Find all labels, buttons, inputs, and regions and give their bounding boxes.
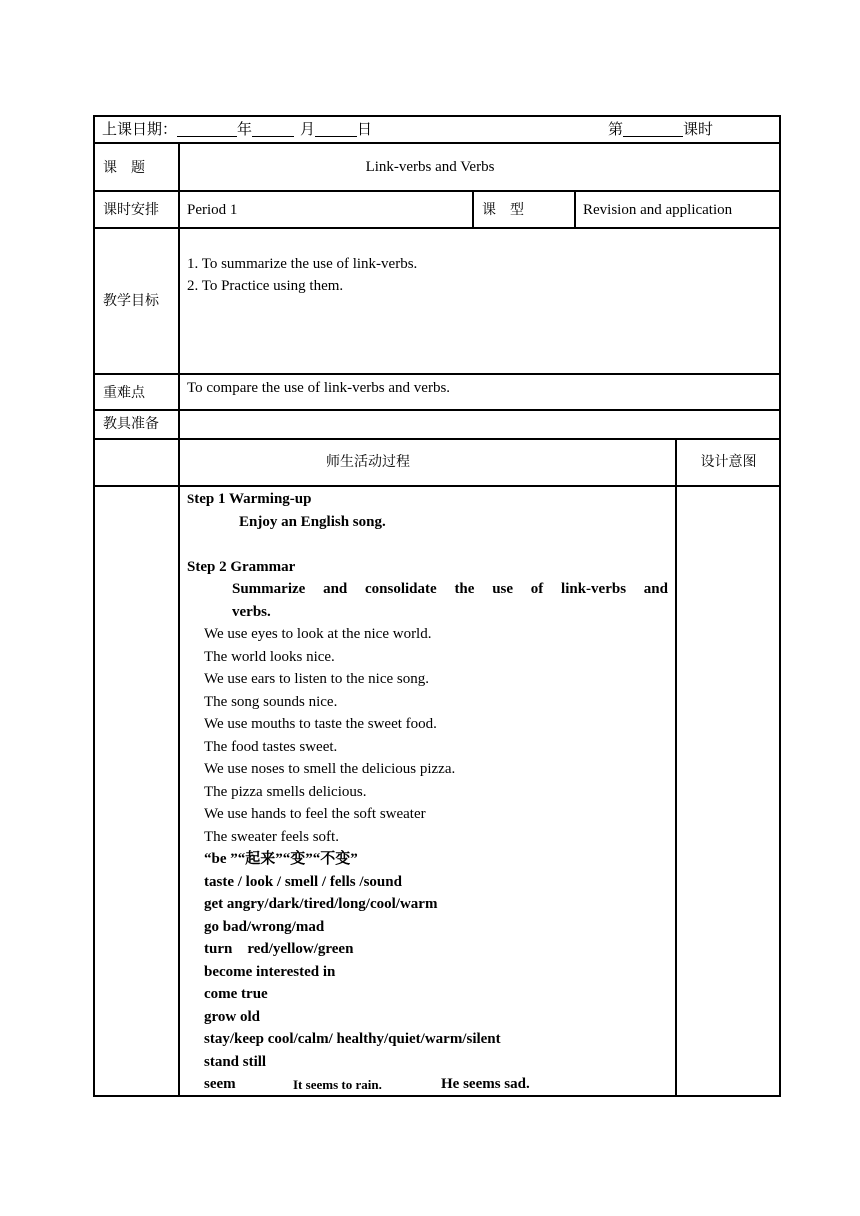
intent-header: 设计意图 [700, 454, 757, 470]
row-divider [93, 409, 781, 411]
step2-desc-line2: verbs. [232, 604, 271, 620]
table-border-right [779, 115, 781, 1097]
period-prefix: 第 [608, 120, 624, 138]
period-header [608, 119, 713, 139]
day-blank[interactable] [315, 120, 357, 137]
period-blank[interactable] [623, 120, 683, 137]
date-header [102, 119, 372, 139]
seem-example: He seems sad. [441, 1076, 530, 1092]
table-border-bottom [93, 1095, 781, 1097]
col-divider-schedule [472, 190, 474, 229]
col-divider-intent [675, 438, 677, 1097]
example-sentence: We use mouths to taste the sweet food. [204, 716, 437, 732]
example-sentence: We use ears to listen to the nice song. [204, 671, 429, 687]
verb-group: turn red/yellow/green [204, 941, 354, 957]
step1-title: Step 1 Warming-up [187, 491, 312, 507]
col-divider-label [178, 142, 180, 1097]
verb-group: get angry/dark/tired/long/cool/warm [204, 896, 438, 912]
row-divider [93, 142, 781, 144]
example-sentence: The sweater feels soft. [204, 829, 339, 845]
example-sentence: The pizza smells delicious. [204, 784, 367, 800]
year-blank[interactable] [177, 120, 237, 137]
example-sentence: The song sounds nice. [204, 694, 338, 710]
key-points-label: 重难点 [103, 385, 145, 401]
row-divider [93, 373, 781, 375]
type-label: 课 型 [482, 202, 524, 218]
example-sentence: The world looks nice. [204, 649, 335, 665]
month-label: 月 [300, 120, 316, 138]
row-divider [93, 485, 781, 487]
row-divider [93, 227, 781, 229]
seem-example: It seems to rain. [293, 1077, 382, 1092]
step2-title: Step 2 Grammar [187, 559, 296, 575]
verb-group: become interested in [204, 964, 336, 980]
objectives-label: 教学目标 [103, 293, 159, 309]
topic-value: Link-verbs and Verbs [365, 159, 495, 175]
col-divider-type [574, 190, 576, 229]
verb-group: taste / look / smell / fells /sound [204, 874, 402, 890]
verb-group: go bad/wrong/mad [204, 919, 325, 935]
example-sentence: The food tastes sweet. [204, 739, 338, 755]
verb-group: stay/keep cool/calm/ healthy/quiet/warm/silent [204, 1031, 501, 1047]
key-points-value: To compare the use of link-verbs and verbs. [187, 380, 451, 396]
materials-label: 教具准备 [103, 416, 159, 432]
row-divider [93, 438, 781, 440]
table-border-left [93, 115, 95, 1097]
example-sentence: We use eyes to look at the nice world. [204, 626, 432, 642]
period-suffix: 课时 [683, 120, 714, 138]
seem-word: seem [204, 1076, 236, 1092]
verb-group: stand still [204, 1054, 267, 1070]
row-divider [93, 190, 781, 192]
example-sentence: We use hands to feel the soft sweater [204, 806, 426, 822]
day-label: 日 [357, 120, 373, 138]
verb-group: grow old [204, 1009, 260, 1025]
verb-group: come true [204, 986, 268, 1002]
example-sentence: We use noses to smell the delicious pizza. [204, 761, 456, 777]
step2-desc-line1: Summarize and consolidate the use of link-verbs and [232, 581, 668, 597]
schedule-value: Period 1 [187, 202, 238, 218]
month-blank[interactable] [252, 120, 294, 137]
year-label: 年 [237, 120, 253, 138]
objective-item: 1. To summarize the use of link-verbs. [187, 256, 418, 272]
table-border-top [93, 115, 781, 117]
objective-item: 2. To Practice using them. [187, 278, 344, 294]
activity-header: 师生活动过程 [326, 454, 410, 470]
type-value: Revision and application [583, 202, 733, 218]
date-label: 上课日期： [102, 120, 178, 138]
verb-group: “be ”“起来”“变”“不变” [204, 851, 358, 867]
topic-label: 课 题 [103, 160, 145, 176]
step1-desc: Enjoy an English song. [239, 514, 386, 530]
schedule-label: 课时安排 [103, 202, 159, 218]
